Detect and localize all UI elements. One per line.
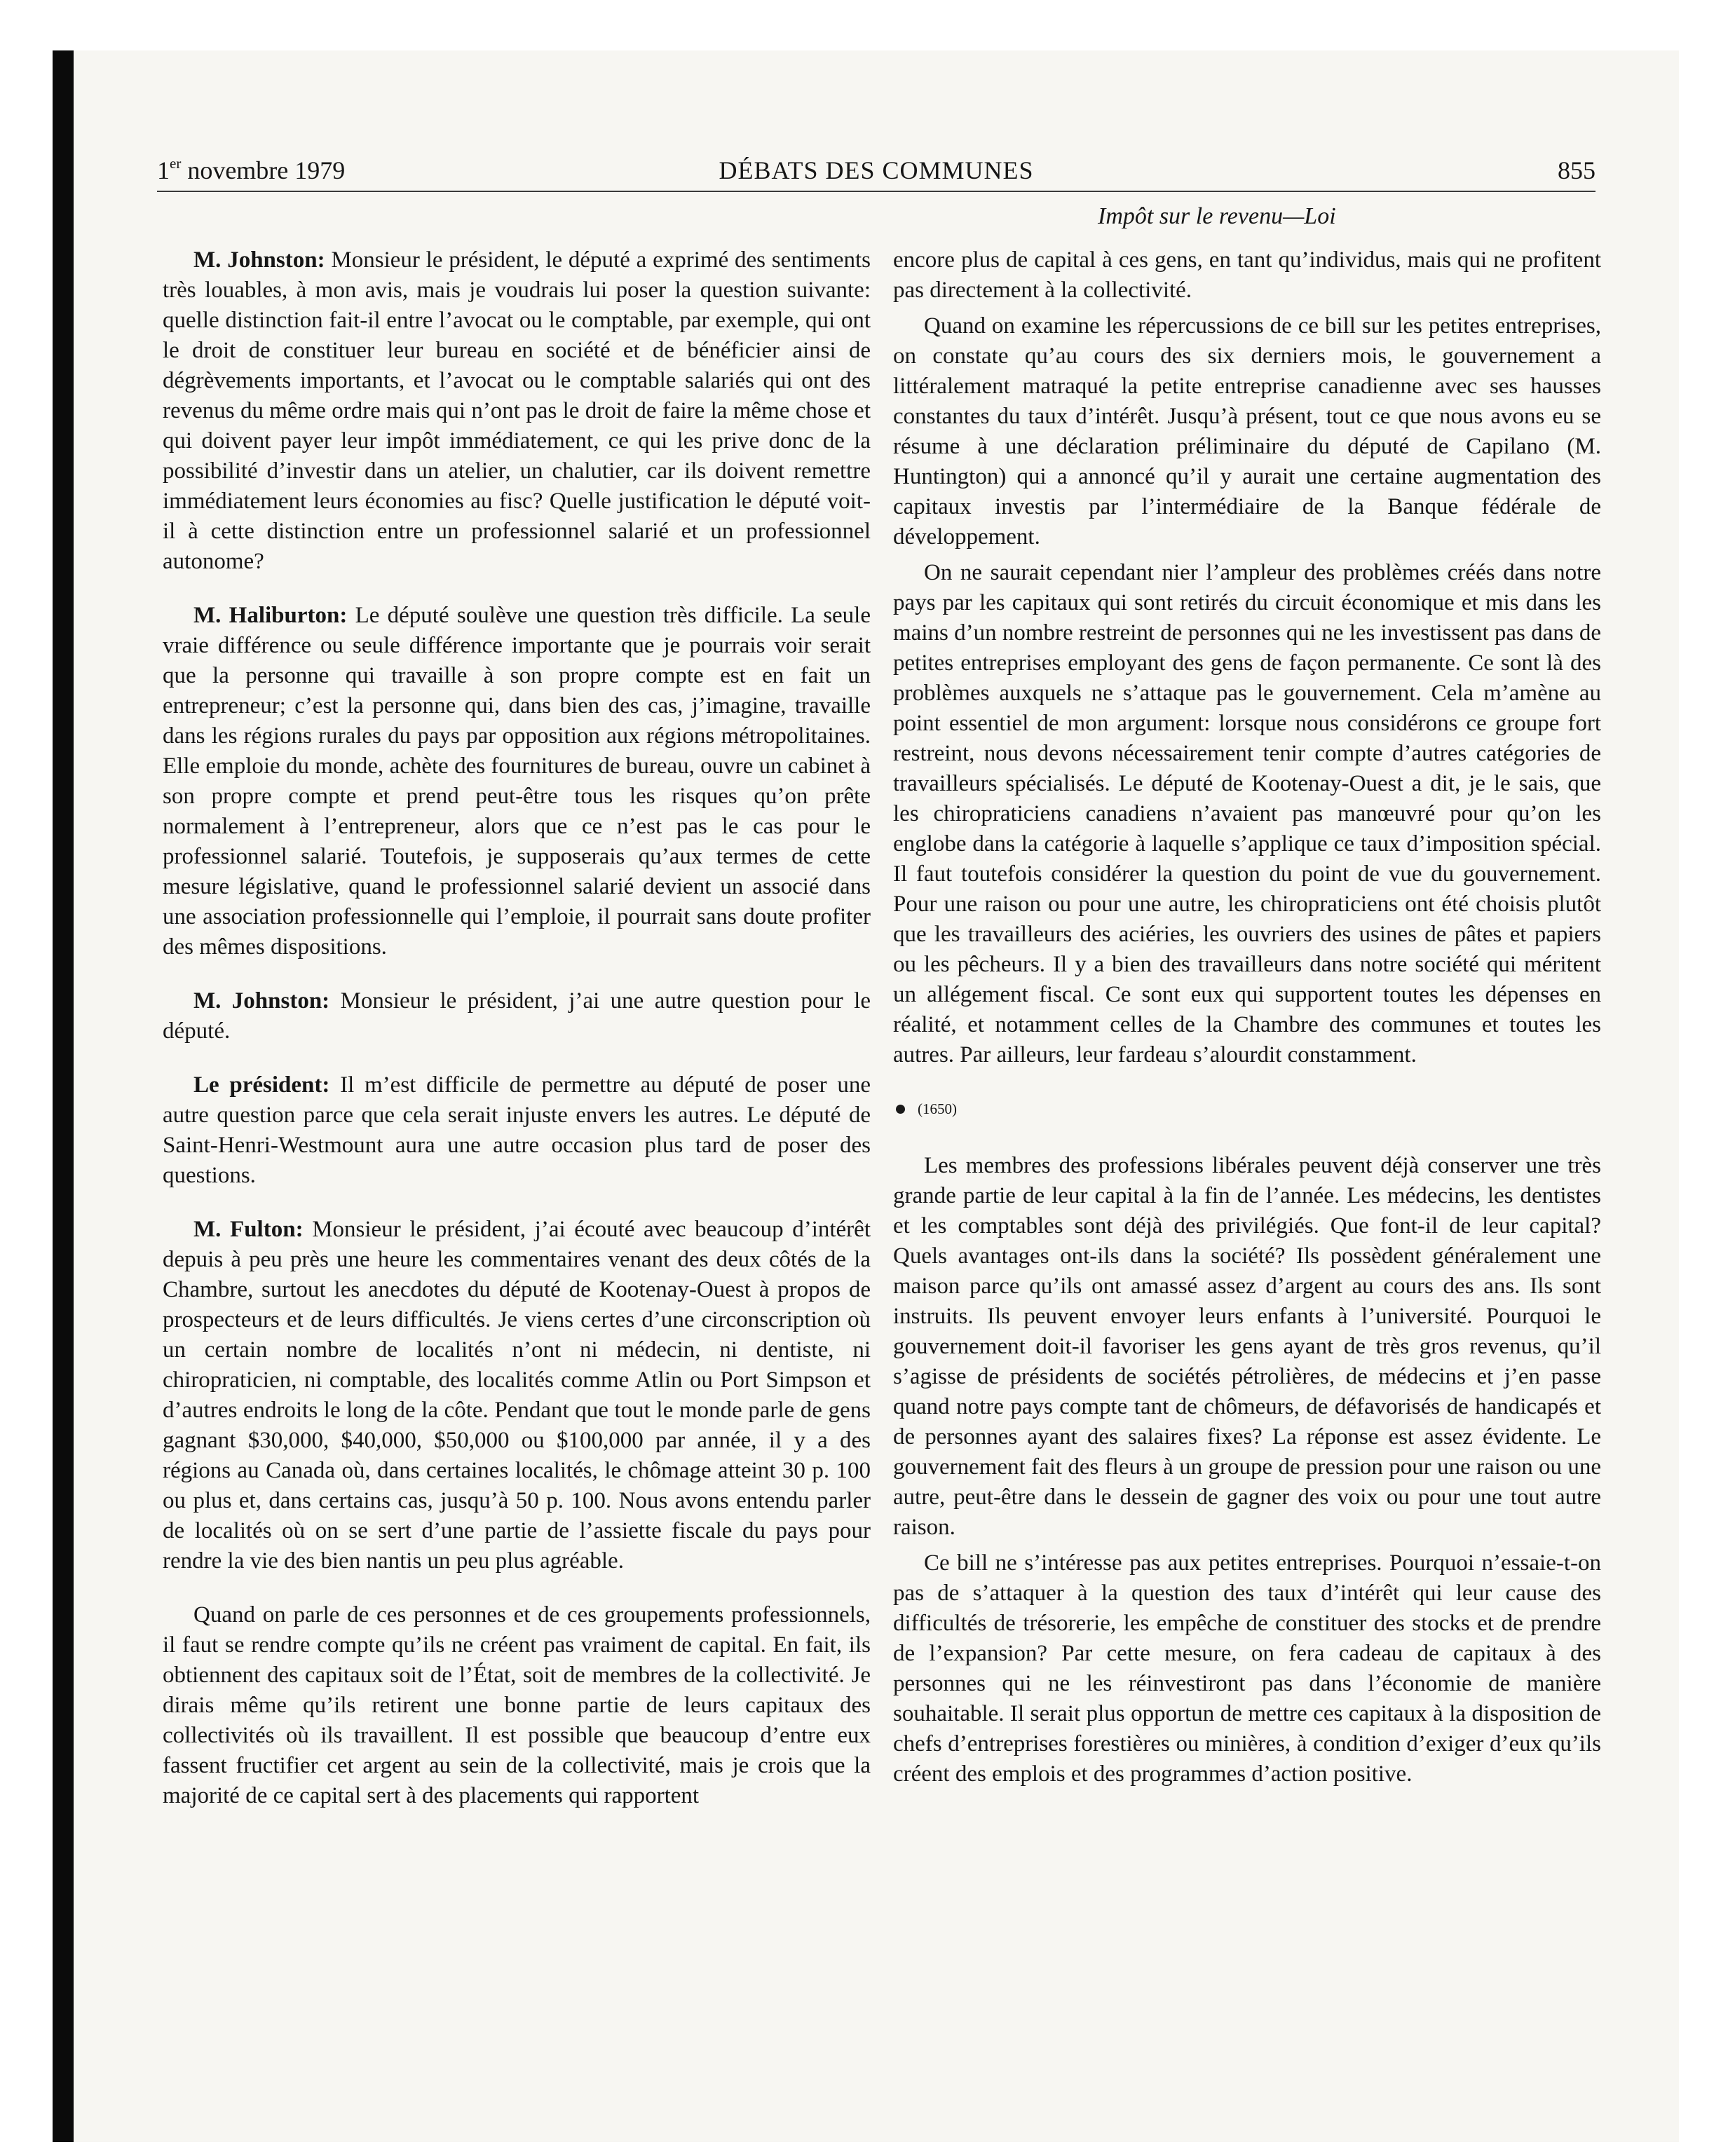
speech-text: Monsieur le président, j’ai écouté avec beaucoup d’intérêt depuis à peu près une heure les commentaires venant des deux côtés de la Chambre, surtout les anecdotes du député de Kootenay-Ouest à propos de prospecteurs et de leurs difficultés. Je viens certes d’une circonscription où un certain nombre de localités n’ont ni médecin, ni dentiste, ni chiropraticien, ni comptable, des localités comme Atlin ou Port Simpson et d’autres endroits le long de la côte. Pendant que tout le monde parle de gens gagnant $30,000, $40,000, $50,000 ou $100,000 par année, il y a des régions au Canada où, dans certaines localités, le chômage atteint 30 p. 100 ou plus et, dans certains cas, jusqu’à 50 p. 100. Nous avons entendu parler de localités où on se sert d’une partie de l’assiette fiscale du pays pour rendre la vie des bien nantis un peu plus agréable. xyxy=(163,1217,871,1574)
paragraph: On ne saurait cependant nier l’ampleur des problèmes créés dans notre pays par les capitaux qui sont retirés du circuit économique et mis dans les mains d’un nombre restreint de personnes qui ne les investissent pas dans de petites entreprises employant des gens de façon permanente. Ce sont là des problèmes auxquels ne s’attaque pas le gouvernement. Cela m’amène au point essentiel de mon argument: lorsque nous considérons ce groupe fort restreint, nous devons nécessairement tenir compte d’autres catégories de travailleurs spécialisés. Le député de Kootenay-Ouest a dit, je le sais, que les chiropraticiens canadiens n’avaient pas manœuvré pour qu’on les englobe dans la catégorie à laquelle s’applique ce taux d’imposition spécial. Il faut toutefois considérer la question du point de vue du gouvernement. Pour une raison ou pour une autre, les chiropraticiens ont été choisis plutôt que les travailleurs des aciéries, les ouvriers des usines de pâtes et papiers ou les pêcheurs. Il y a bien des travailleurs dans notre société qui méritent un allégement fiscal. Ce sont eux qui supportent toutes les dépenses en réalité, et notamment celles de la Chambre des communes et toutes les autres. Par ailleurs, leur fardeau s’alourdit constamment. xyxy=(893,560,1601,1067)
scan-edge-bar xyxy=(53,50,74,2142)
running-title: Impôt sur le revenu—Loi xyxy=(1098,203,1336,229)
right-column xyxy=(893,245,1601,1789)
paragraph: Quand on parle de ces personnes et de ces groupements professionnels, il faut se rendre compte qu’ils ne créent pas vraiment de capital. En fait, ils obtiennent des capitaux soit de l’État, soit de membres de la collectivité. Je dirais même qu’ils retirent une bonne partie de leurs capitaux des collectivités où ils travaillent. Il est possible que beaucoup d’entre eux fassent fructifier cet argent au sein de la collectivité, mais je crois que la majorité de ce capital sert à des placements qui rapportent xyxy=(163,1602,871,1808)
page-header xyxy=(157,156,1595,192)
speaker-name: M. Fulton: xyxy=(193,1217,304,1242)
paragraph xyxy=(163,601,871,962)
paragraph: encore plus de capital à ces gens, en tant qu’individus, mais qui ne profitent pas directement à la collectivité. xyxy=(893,247,1601,303)
header-date-day: 1 xyxy=(157,156,170,184)
speaker-name: Le président: xyxy=(193,1072,330,1098)
speaker-name: M. Johnston: xyxy=(193,247,325,273)
paragraph: Ce bill ne s’intéresse pas aux petites entreprises. Pourquoi n’essaie-t-on pas de s’attaquer à la question des taux d’intérêt qui leur cause des difficultés de trésorerie, les empêche de constituer des stocks et de prendre de l’expansion? Par cette mesure, on fera cadeau de capitaux à des personnes qui ne les réinvestiront pas dans l’économie de manière souhaitable. Il serait plus opportun de mettre ces capitaux à la disposition de chefs d’entreprises forestières ou minières, à condition d’exiger d’eux qu’ils créent des emplois et des programmes d’action positive. xyxy=(893,1550,1601,1787)
speaker-name: M. Haliburton: xyxy=(193,603,348,628)
speech-text: Il m’est difficile de permettre au député de poser une autre question parce que cela serait injuste envers les autres. Le député de Saint-Henri-Westmount aura une autre occasion plus tard de poser des questions. xyxy=(163,1072,871,1188)
header-rule xyxy=(157,191,1595,192)
header-publication: DÉBATS DES COMMUNES xyxy=(719,156,1034,184)
paragraph xyxy=(163,986,871,1046)
left-column xyxy=(163,245,871,1811)
bullet-icon xyxy=(896,1105,905,1114)
speech-text: Monsieur le président, j’ai une autre question pour le député. xyxy=(163,988,871,1044)
timestamp-text: (1650) xyxy=(918,1100,957,1117)
timestamp xyxy=(893,1094,1601,1124)
paragraph: Quand on examine les répercussions de ce bill sur les petites entreprises, on constate qu’au cours des six derniers mois, le gouvernement a littéralement matraqué la petite entreprise canadienne avec ses hausses constantes du taux d’intérêt. Jusqu’à présent, tout ce que nous avons eu se résume à une déclaration préliminaire du député de Capilano (M. Huntington) qui a annoncé qu’il y aurait une certaine augmentation des capitaux investis par l’intermédiaire de la Banque fédérale de développement. xyxy=(893,313,1601,550)
speech-text: Monsieur le président, le député a exprimé des sentiments très louables, à mon avis, mais je voudrais lui poser la question suivante: quelle distinction fait-il entre l’avocat ou le comptable, par exemple, qui ont le droit de constituer leur bureau en société et de bénéficier ainsi de dégrèvements importants, et l’avocat ou le comptable salariés qui ont des revenus du même ordre mais qui n’ont pas le droit de faire la même chose et qui doivent payer leur impôt immédiatement, ce qui les prive donc de la possibilité d’investir dans un atelier, un chalutier, car ils doivent remettre immédiatement leurs économies au fisc? Quelle justification le député voit-il à cette distinction entre un professionnel salarié et un professionnel autonome? xyxy=(163,247,871,574)
header-date-rest: novembre 1979 xyxy=(181,156,346,184)
paragraph: Les membres des professions libérales peuvent déjà conserver une très grande partie de leur capital à la fin de l’année. Les médecins, les dentistes et les comptables sont déjà des privilégiés. Que font-il de leur capital? Quels avantages ont-ils dans la société? Ils possèdent généralement une maison parce qu’ils ont amassé assez d’argent au cours des ans. Ils sont instruits. Ils peuvent envoyer leurs enfants à l’université. Pourquoi le gouvernement doit-il favoriser les gens ayant de très gros revenus, qu’il s’agisse de présidents de sociétés pétrolières, de médecins et j’en passe quand notre pays compte tant de chômeurs, de défavorisés de handicapés et de personnes ayant des salaires fixes? La réponse est assez évidente. Le gouvernement fait des fleurs à un groupe de pression pour une raison ou une autre, peut-être dans le dessein de gagner des voix ou pour une tout autre raison. xyxy=(893,1153,1601,1540)
paragraph xyxy=(163,1070,871,1191)
paragraph xyxy=(163,1215,871,1576)
speaker-name: M. Johnston: xyxy=(193,988,330,1014)
header-date-sup: er xyxy=(170,155,182,172)
speech-text: Le député soulève une question très difficile. La seule vraie différence ou seule différence importante que je pourrais voir serait que la personne qui travaille à son propre compte est en fait un entrepreneur; c’est la personne qui, dans bien des cas, j’imagine, travaille dans les régions rurales du pays par opposition aux régions métropolitaines. Elle emploie du monde, achète des fournitures de bureau, ouvre un cabinet à son propre compte et prend peut-être tous les risques qu’on prête normalement à l’entrepreneur, alors que ce n’est pas le cas pour le professionnel salarié. Toutefois, je supposerais qu’aux termes de cette mesure législative, quand le professionnel salarié devient un associé dans une association professionnelle qui l’emploie, il pourrait sans doute profiter des mêmes dispositions. xyxy=(163,603,871,960)
header-page-number: 855 xyxy=(1558,156,1595,184)
paragraph xyxy=(163,245,871,577)
